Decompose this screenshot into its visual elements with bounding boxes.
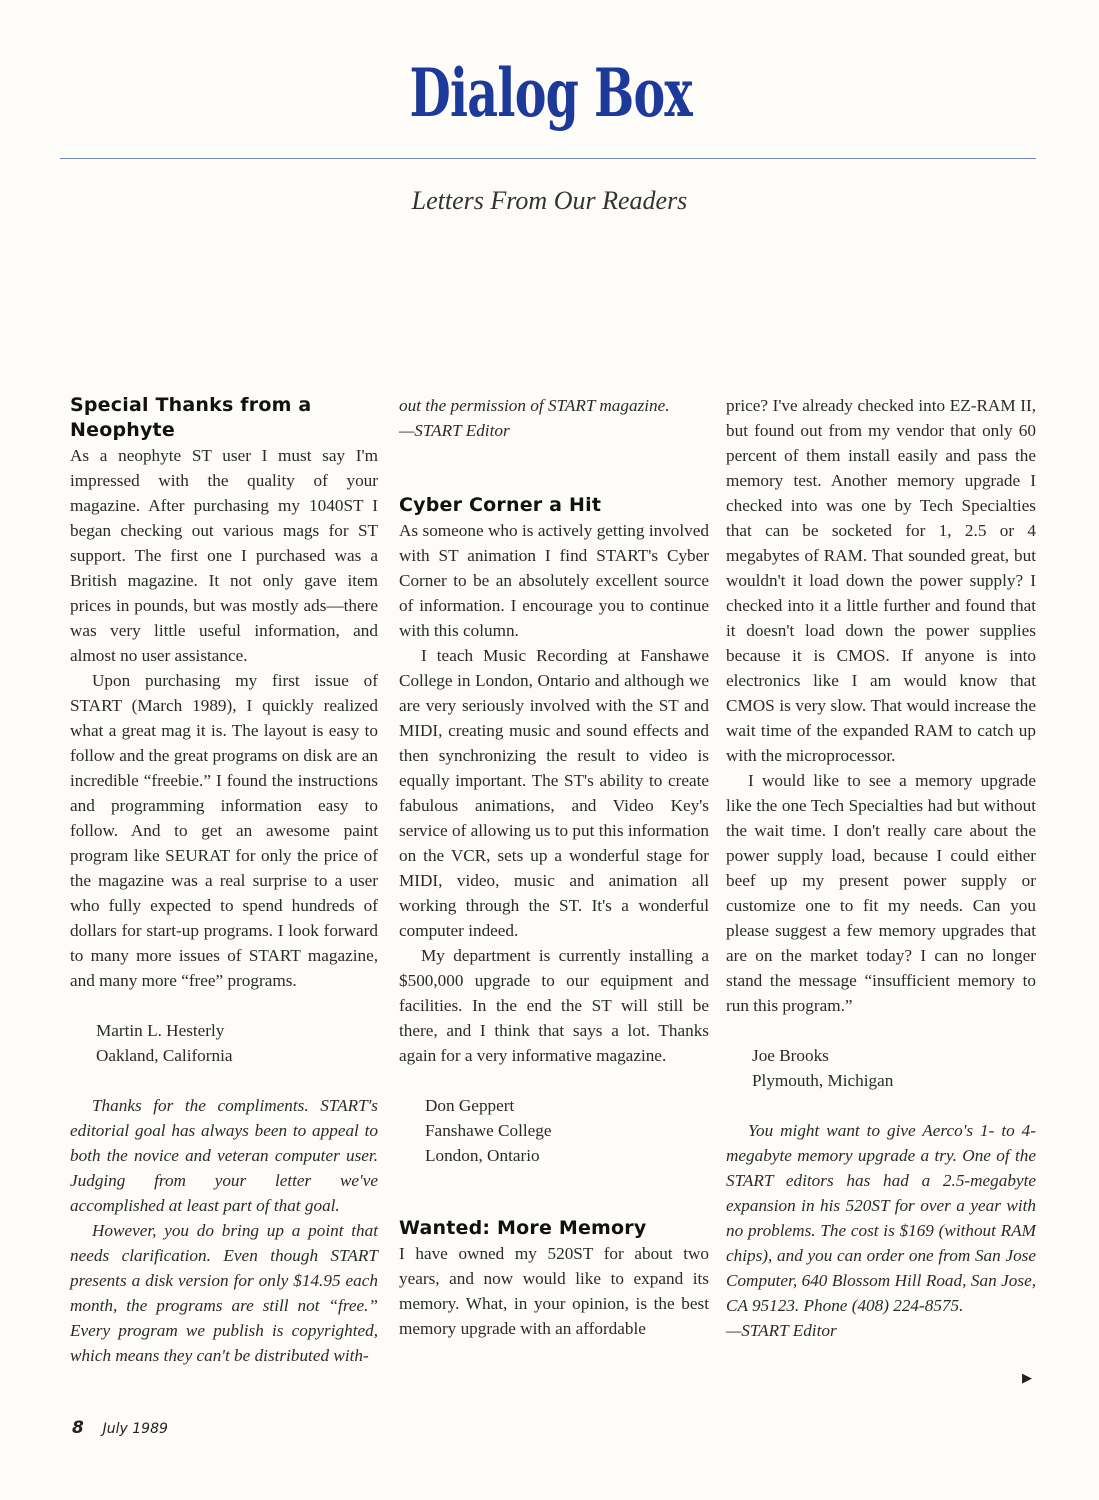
letter-heading: Wanted: More Memory — [399, 1217, 647, 1239]
editor-reply-continued: out the permission of START magazine. — [399, 396, 670, 415]
editor-reply: Thanks for the compliments. START's editorial goal has always been to appeal to both the novice and veteran computer user. Judging from your letter we've accomplished at least part of that goal. — [70, 1096, 378, 1215]
signature-name: Don Geppert — [425, 1096, 515, 1115]
column-2 — [399, 393, 709, 1341]
signature-location: London, Ontario — [425, 1146, 540, 1165]
editor-reply: However, you do bring up a point that needs clarification. Even though START presents a disk version for only $14.95 each month, the programs are still not “free.” Every program we publish is copyrighted, which means they can't be distributed with- — [70, 1221, 378, 1365]
letter-signature — [425, 1093, 709, 1168]
letter-signature — [752, 1043, 1036, 1093]
signature-location: Plymouth, Michigan — [752, 1071, 894, 1090]
page-number: 8 — [72, 1418, 84, 1438]
issue-date: July 1989 — [102, 1421, 168, 1437]
letter-paragraph: My department is currently installing a $500,000 upgrade to our equipment and facilities. In the end the ST will still be there, and I think that says a lot. Thanks again for a very informative magazine. — [399, 946, 709, 1065]
continue-arrow-icon: ▶ — [1022, 1370, 1032, 1385]
letter-paragraph: I teach Music Recording at Fanshawe College in London, Ontario and although we are very seriously involved with the ST and MIDI, creating music and sound effects and then synchronizing the result to video is equally important. The ST's ability to create fabulous animations, and Video Key's service of allowing us to put this information on the VCR, sets up a wonderful stage for MIDI, video, music and animation all working through the ST. It's a wonderful computer indeed. — [399, 646, 709, 940]
signature-name: Joe Brooks — [752, 1046, 829, 1065]
signature-name: Martin L. Hesterly — [96, 1021, 225, 1040]
letter-paragraph: I have owned my 520ST for about two years, and now would like to expand its memory. What, in your opinion, is the best memory upgrade with an affordable — [399, 1244, 709, 1338]
letter-heading: Cyber Corner a Hit — [399, 494, 602, 516]
editor-signoff: —START Editor — [399, 421, 510, 440]
editor-signoff: —START Editor — [726, 1321, 837, 1340]
letter-paragraph: Upon purchasing my first issue of START (March 1989), I quickly realized what a great mag it is. The layout is easy to follow and the great programs on disk are an incredible “freebie.” I found the instructions and programming information easy to follow. And to get an awesome paint program like SEURAT for only the price of the magazine was a real surprise to a user who fully expected to spend hundreds of dollars for start-up programs. I look forward to many more issues of START magazine, and many more “free” programs. — [70, 671, 378, 990]
header-rule — [60, 158, 1036, 159]
letter-paragraph: As someone who is actively getting involved with ST animation I find START's Cyber Corner to be an absolutely excellent source of information. I encourage you to continue with this column. — [399, 521, 709, 640]
letter-heading: Special Thanks from a Neophyte — [70, 394, 312, 441]
column-3 — [726, 393, 1036, 1343]
letter-paragraph: I would like to see a memory upgrade like the one Tech Specialties had but without the wait time. I don't really care about the power supply load, because I could either beef up my present power supply or customize one to fit my needs. Can you please suggest a few memory upgrades that are on the market today? I can no longer stand the message “insufficient memory to run this program.” — [726, 771, 1036, 1015]
editor-reply: You might want to give Aerco's 1- to 4-megabyte memory upgrade a try. One of the START editors has had a 2.5-megabyte expansion in his 520ST for over a year with no problems. The cost is $169 (without RAM chips), and you can order one from San Jose Computer, 640 Blossom Hill Road, San Jose, CA 95123. Phone (408) 224-8575. — [726, 1121, 1036, 1315]
letter-paragraph: price? I've already checked into EZ-RAM II, but found out from my vendor that only 60 percent of them install easily and pass the memory test. Another memory upgrade I checked into was one by Tech Specialties that can be socketed for 1, 2.5 or 4 megabytes of RAM. That sounded great, but wouldn't it load down the power supply? I checked into it a little further and found that it doesn't load down the power supplies because it is CMOS. If anyone is into electronics like I am would know that CMOS is very slow. That would increase the wait time of the expanded RAM to catch up with the microprocessor. — [726, 396, 1036, 765]
signature-org: Fanshawe College — [425, 1121, 552, 1140]
column-1 — [70, 393, 378, 1368]
signature-location: Oakland, California — [96, 1046, 233, 1065]
letter-paragraph: As a neophyte ST user I must say I'm impressed with the quality of your magazine. After purchasing my 1040ST I began checking out various mags for ST support. The first one I purchased was a British magazine. It not only gave item prices in pounds, but was mostly ads—there was very little useful information, and almost no user assistance. — [70, 446, 378, 665]
page-footer — [72, 1418, 168, 1438]
page-title: Dialog Box — [409, 54, 693, 132]
page-subtitle: Letters From Our Readers — [411, 186, 688, 215]
letter-signature — [96, 1018, 378, 1068]
